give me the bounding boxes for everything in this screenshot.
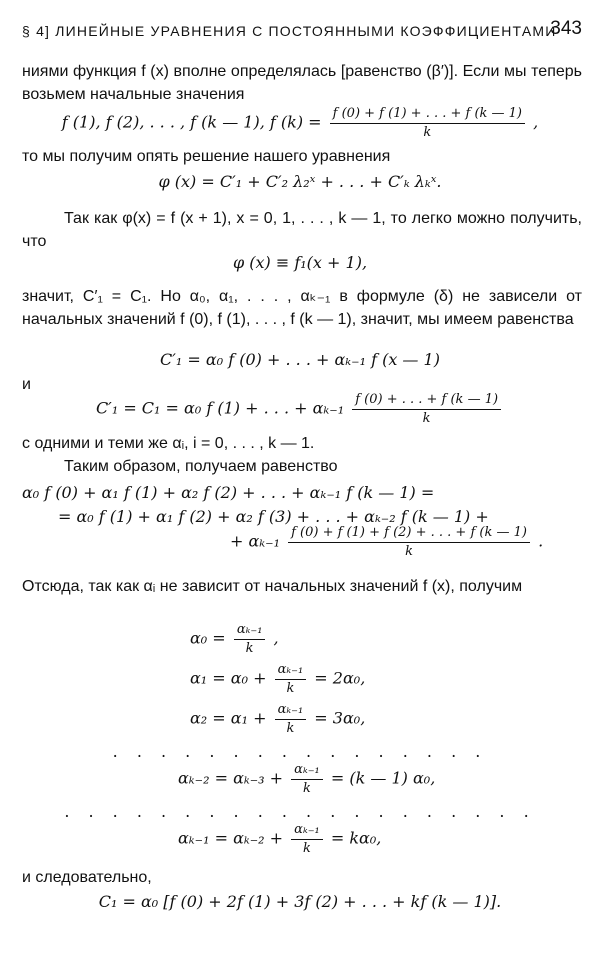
formula-text: , bbox=[273, 628, 279, 648]
paragraph-9: и следовательно, bbox=[22, 869, 152, 886]
fraction-denominator: k bbox=[286, 681, 295, 696]
fraction-numerator: f (0) + f (1) + . . . + f (k — 1) bbox=[330, 106, 525, 124]
fraction-numerator: αₖ₋₁ bbox=[291, 822, 323, 840]
formula-sum-line-1: α₀ f (0) + α₁ f (1) + α₂ f (2) + . . . + αₖ₋₁ f (k — 1) = bbox=[22, 483, 435, 502]
fraction-numerator: αₖ₋₁ bbox=[275, 702, 307, 720]
formula-text: α₀ = bbox=[190, 628, 226, 648]
alpha-eq-k-1 bbox=[178, 822, 381, 856]
fraction-denominator: k bbox=[423, 125, 432, 140]
alpha-eq-2 bbox=[190, 702, 365, 736]
fraction-denominator: k bbox=[245, 641, 254, 656]
formula-text: + αₖ₋₁ bbox=[230, 531, 280, 551]
formula-text: αₖ₋₁ = αₖ₋₂ + bbox=[178, 828, 284, 848]
formula-text: αₖ₋₂ = αₖ₋₃ + bbox=[178, 768, 284, 788]
fraction bbox=[275, 702, 307, 736]
fraction-denominator: k bbox=[303, 781, 311, 796]
ellipsis-row-1: . . . . . . . . . . . . . . . . bbox=[112, 742, 488, 761]
fraction bbox=[288, 525, 530, 559]
formula-phi-solution: φ (x) = C′₁ + C′₂ λ₂ˣ + . . . + C′ₖ λₖˣ. bbox=[158, 172, 442, 191]
formula-sum-line-3 bbox=[230, 525, 590, 559]
ellipsis-row-2: . . . . . . . . . . . . . . . . . . . . bbox=[64, 802, 536, 821]
formula-text: , bbox=[533, 112, 539, 132]
section-title: § 4] ЛИНЕЙНЫЕ УРАВНЕНИЯ С ПОСТОЯННЫМИ КОЭФФИЦИЕНТАМИ bbox=[22, 23, 557, 39]
formula-text: f (1), f (2), . . . , f (k — 1), f (k) = bbox=[61, 112, 322, 132]
formula-sum-line-2: = α₀ f (1) + α₁ f (2) + α₂ f (3) + . . . + αₖ₋₂ f (k — 1) + bbox=[58, 507, 489, 526]
formula-text: = 3α₀, bbox=[314, 708, 366, 728]
fraction-numerator: αₖ₋₁ bbox=[291, 762, 323, 780]
paragraph-4: значит, C′₁ = C₁. Но α₀, α₁, . . . , αₖ₋₁ в формуле (δ) не зависели от начальных значений f (0), f (1), . . . , f (k — 1), значит, мы имеем равенства bbox=[22, 288, 582, 328]
fraction bbox=[330, 106, 525, 140]
formula-c1-prime: C′₁ = α₀ f (0) + . . . + αₖ₋₁ f (x — 1) bbox=[160, 350, 440, 369]
page-number: 343 bbox=[550, 18, 582, 39]
fraction bbox=[291, 762, 323, 796]
fraction-denominator: k bbox=[286, 721, 295, 736]
formula-text: = (k — 1) α₀, bbox=[330, 768, 436, 788]
formula-phi-identity: φ (x) ≡ f₁(x + 1), bbox=[232, 253, 368, 272]
fraction bbox=[291, 822, 323, 856]
alpha-eq-k-2 bbox=[178, 762, 435, 796]
formula-text: = kα₀, bbox=[330, 828, 382, 848]
fraction-numerator: f (0) + . . . + f (k — 1) bbox=[352, 392, 501, 410]
paragraph-8: Отсюда, так как αᵢ не зависит от начальных значений f (x), получим bbox=[22, 578, 523, 595]
fraction bbox=[234, 622, 266, 656]
paragraph-5: и bbox=[22, 376, 31, 393]
formula-text: α₂ = α₁ + bbox=[190, 708, 267, 728]
formula-text: = 2α₀, bbox=[314, 668, 366, 688]
alpha-eq-1 bbox=[190, 662, 365, 696]
paragraph-3: Так как φ(x) = f (x + 1), x = 0, 1, . . . , k — 1, то легко можно получить, что bbox=[22, 210, 582, 250]
running-header bbox=[22, 18, 582, 46]
fraction-denominator: k bbox=[405, 544, 413, 559]
fraction-numerator: αₖ₋₁ bbox=[275, 662, 307, 680]
fraction bbox=[352, 392, 501, 426]
fraction bbox=[275, 662, 307, 696]
paragraph-2: то мы получим опять решение нашего уравнения bbox=[22, 148, 391, 165]
formula-c1-equality bbox=[0, 392, 600, 426]
fraction-numerator: f (0) + f (1) + f (2) + . . . + f (k — 1) bbox=[288, 525, 530, 543]
paragraph-7: Таким образом, получаем равенство bbox=[64, 458, 338, 475]
alpha-eq-0 bbox=[190, 622, 279, 656]
formula-text: α₁ = α₀ + bbox=[190, 668, 267, 688]
paragraph-6: с одними и теми же αᵢ, i = 0, . . . , k — 1. bbox=[22, 435, 315, 452]
fraction-numerator: αₖ₋₁ bbox=[234, 622, 266, 640]
fraction-denominator: k bbox=[422, 411, 431, 426]
formula-initial-values bbox=[0, 106, 600, 140]
formula-text: C′₁ = C₁ = α₀ f (1) + . . . + αₖ₋₁ bbox=[95, 398, 345, 418]
formula-text: . bbox=[538, 531, 544, 551]
fraction-denominator: k bbox=[303, 841, 311, 856]
formula-c1-final: C₁ = α₀ [f (0) + 2f (1) + 3f (2) + . . . + kf (k — 1)]. bbox=[98, 892, 502, 911]
paragraph-1: ниями функция f (x) вполне определялась [равенство (β′)]. Если мы теперь возьмем начальные значения bbox=[22, 63, 582, 103]
